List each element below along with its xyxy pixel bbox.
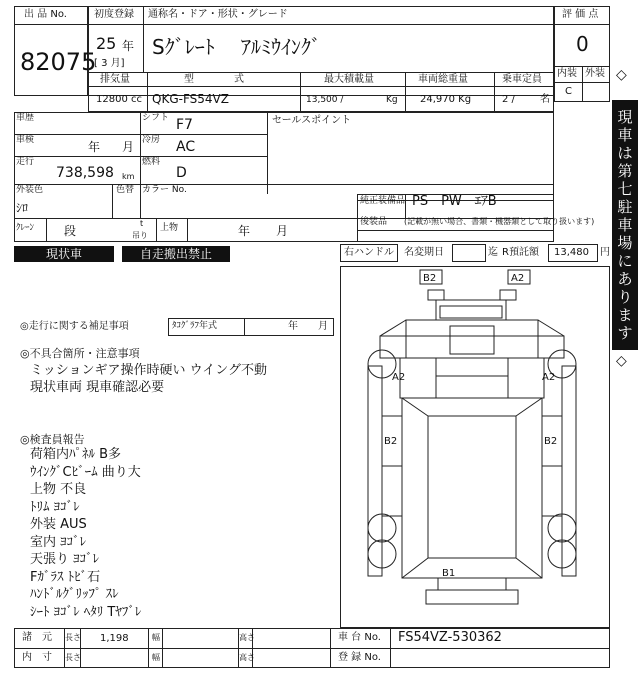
displacement-label: 排気量 [100,74,130,85]
side-banner-char: 場 [617,234,633,252]
damage-mark: A2 [542,372,556,383]
mileage-label: 走行 [16,157,35,167]
name-change-box [452,244,486,262]
registration-label: 登 録 No. [338,652,381,663]
color-change-label: 色替 [116,185,135,195]
height-label: 高さ [239,633,255,642]
side-banner-char: あ [617,270,633,288]
shift-label: シフト [142,113,170,123]
inspector-report-label: ◎検査員報告 [20,433,85,446]
side-top-mark: ◇ [616,67,627,83]
history-label: 車歴 [16,113,35,123]
side-banner-char: り [617,288,633,306]
max-load-value: 13,500 / [306,95,344,105]
max-load-label: 最大積載量 [324,74,374,85]
inspector-item: 天張り ﾖｺﾞﾚ [30,552,100,567]
height-label-2: 高さ [239,653,255,662]
length-value: 1,198 [100,633,129,644]
side-banner-char: 七 [617,180,633,198]
r-deposit-value: 13,480 [554,247,589,258]
side-banner-char: す [617,324,633,342]
capacity-unit: 名 [540,94,550,105]
upper-month: 月 [276,224,289,238]
damage-mark: B2 [544,436,558,447]
capacity-value: 2 / [502,94,515,105]
deadline-label: 迄 [488,247,498,258]
side-banner-char: ま [617,306,633,324]
reg-month: [ 3 月] [94,58,125,69]
inspection-month: 月 [122,140,135,154]
crane-label: ｸﾚｰﾝ [16,223,35,233]
lot-number: 82075 [20,48,97,76]
side-bottom-mark: ◇ [616,353,627,369]
side-banner-char: 駐 [617,198,633,216]
inspector-item: 外装 AUS [30,517,87,532]
fuel-value: D [176,165,187,181]
lot-number-label: 出 品 No. [24,9,67,20]
length-label-2: 長さ [65,653,81,662]
inspector-item: 室内 ﾖｺﾞﾚ [30,534,87,550]
r-deposit-label: R預託額 [502,247,539,258]
exterior-label: 外装 [585,68,605,79]
inspection-year: 年 [88,140,101,154]
as-is-badge: 現状車 [14,246,114,262]
inspector-item: ｼｰﾄ ﾖｺﾞﾚ ﾍﾀﾘ Tﾔﾌﾞﾚ [30,604,142,620]
aftermarket-label: 後装品 [360,217,388,227]
side-banner-char: 車 [617,126,633,144]
tachograph-year: 年 [288,321,298,332]
mileage-unit: km [122,172,135,181]
interior-label: 内装 [557,68,577,79]
ac-value: AC [176,139,196,155]
side-banner-char: に [617,252,633,270]
genuine-equipment-label: 純正装備品 [360,196,406,206]
model-header-label: 通称名・ドア・形状・グレード [148,9,288,20]
damage-mark: B2 [384,436,398,447]
width-label-2: 幅 [152,653,160,662]
self-drive-prohibited-badge: 自走搬出禁止 [122,246,230,262]
gross-weight-value: 24,970 Kg [420,94,472,105]
fuel-label: 燃料 [142,157,161,167]
sales-point-label: セールスポイント [272,115,352,126]
gross-weight-label: 車両総重量 [418,74,468,85]
displacement-value: 12800 cc [96,94,142,105]
color-label: 外装色 [16,185,44,195]
inspector-item: 荷箱内ﾊﾟﾈﾙ B多 [30,447,122,462]
crane-hook-bottom: 吊り [132,231,148,240]
model-code: QKG-FS54VZ [152,92,229,106]
side-banner-char: 現 [617,108,633,126]
side-banner-char: 車 [617,216,633,234]
crane-steps: 段 [64,224,77,238]
name-change-label: 名変期日 [404,247,444,258]
inspector-item: Fｶﾞﾗｽ ﾄﾋﾞ石 [30,569,101,585]
max-load-unit: Kg [386,95,398,105]
color-number-label: カラー No. [142,185,187,195]
first-reg-label: 初度登録 [94,9,134,20]
side-banner-char: は [617,144,633,162]
color-value: ｼﾛ [16,201,29,215]
inspection-label: 車検 [16,135,35,145]
side-banner [612,100,638,350]
aftermarket-note: (記載が無い場合、書類・機器類として取り扱います) [404,217,595,226]
grade-value: 0 [576,32,589,56]
defect-line-2: 現状車両 現車確認必要 [30,380,165,395]
capacity-label: 乗車定員 [502,74,542,85]
driving-notes-label: ◎走行に関する補足事項 [20,321,129,332]
length-label: 長さ [65,633,81,642]
damage-mark: B2 [423,273,437,284]
shift-value: F7 [176,117,193,133]
inspector-item: ｳｲﾝｸﾞCﾋﾞｰﾑ 曲り大 [30,464,141,480]
grade-label: 評 価 点 [562,9,599,20]
right-hand-label: 右ハンドル [344,247,394,258]
damage-mark: A2 [511,273,525,284]
tachograph-month: 月 [318,321,328,332]
tachograph-label: ﾀｺｸﾞﾗﾌ年式 [172,321,218,331]
crane-hook-top: t [140,219,144,228]
damage-mark: B1 [442,568,456,579]
truck-diagram [340,266,610,628]
width-label: 幅 [152,633,160,642]
upper-year: 年 [238,224,251,238]
inspector-item: 上物 不良 [30,482,87,497]
equipment-value: PS PW ｴｱB [412,194,497,209]
damage-mark: A2 [392,372,406,383]
mileage-value: 738,598 [56,165,114,181]
reg-year-unit: 年 [122,39,135,53]
inspector-item: ﾄﾘﾑ ﾖｺﾞﾚ [30,499,80,515]
inspector-item: ﾊﾝﾄﾞﾙｸﾞﾘｯﾌﾟ ｽﾚ [30,587,119,602]
reg-year: 25 [96,34,117,53]
chassis-label: 車 台 No. [338,632,381,643]
dimensions-label: 諸 元 [22,632,52,643]
model-label: 型 式 [184,74,244,85]
interior-value: C [565,86,572,97]
chassis-value: FS54VZ-530362 [398,630,502,645]
defect-line-1: ミッションギア操作時硬い ウイング不動 [30,363,267,378]
interior-dimensions-label: 内 寸 [22,652,52,663]
yen-label: 円 [600,247,610,258]
car-name: Sｸﾞﾚｰﾄ ｱﾙﾐｳｲﾝｸﾞ [152,35,322,59]
defects-label: ◎不具合箇所・注意事項 [20,347,140,360]
upper-label: 上物 [160,223,179,233]
ac-label: 冷房 [142,135,161,145]
side-banner-char: 第 [617,162,633,180]
